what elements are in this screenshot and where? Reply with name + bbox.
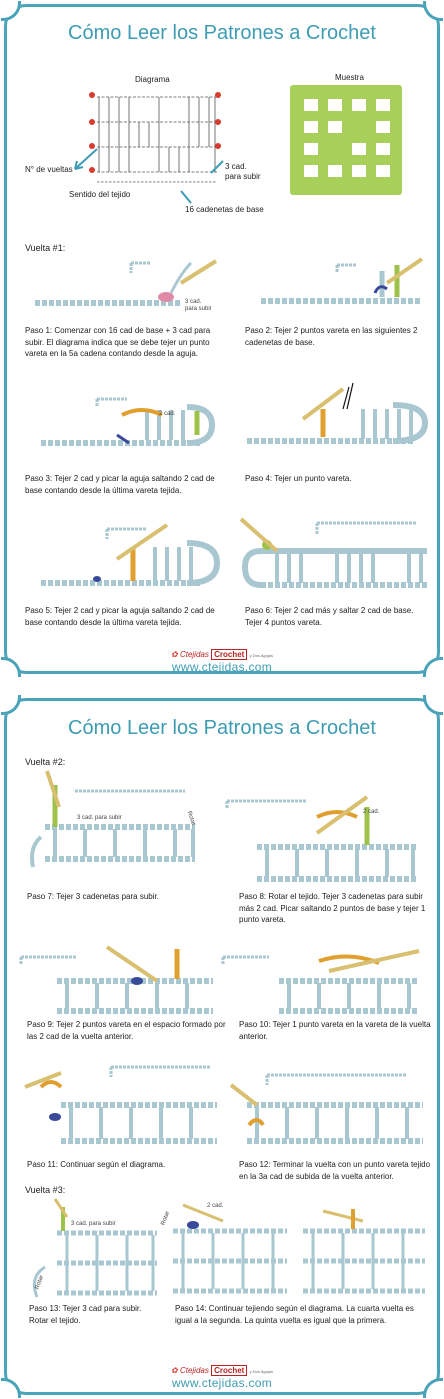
stitch-diagram [87, 87, 227, 195]
step-7-text: Paso 7: Tejer 3 cadenetas para subir. [27, 892, 159, 901]
round3-label: Vuelta #3: [25, 1185, 66, 1195]
round-label: Vuelta #1: [25, 243, 66, 253]
step-11-text: Paso 11: Continuar según el diagrama. [27, 1160, 166, 1169]
brand-url[interactable]: www.ctejidas.com [171, 660, 273, 674]
brand-logo: ✿ Ctejidas Crochet y Dos Agujas [171, 650, 273, 659]
up-note: 3 cad. para subir [77, 815, 122, 821]
up-note-round3: 3 cad. para subir [71, 1221, 116, 1227]
step2-figure [257, 253, 427, 313]
sample-label: Muestra [335, 73, 364, 82]
step12-figure [227, 1065, 427, 1151]
frame-corner [423, 695, 443, 715]
rotate-label-round3: Rotar [34, 1274, 46, 1291]
flower-icon: ✿ [171, 1366, 178, 1375]
step-8-text: Paso 8: Rotar el tejido. Tejer 3 cadenetas para subir más 2 cad. Picar saltando 2 puntos de base y tejer 1 punto vareta. [239, 892, 426, 925]
step4-figure [243, 379, 433, 459]
step1-note: 3 cad. para subir [185, 299, 212, 313]
brand-logo: ✿ Ctejidas Crochet y Dos Agujas [171, 1366, 273, 1375]
brand-block[interactable] [7, 649, 437, 674]
row-marker-icon [215, 92, 221, 98]
step-12-text: Paso 12: Terminar la vuelta con un punto vareta tejido en la 3a cad de subida de la vuelta anterior. [239, 1160, 431, 1181]
step5-figure [37, 519, 227, 599]
base-arrow-icon [177, 187, 197, 207]
step11-figure [21, 1057, 221, 1149]
row-marker-icon [215, 143, 221, 149]
step-3-text: Paso 3: Tejer 2 cad y picar la aguja saltando 2 cad de base contando desde la última vareta tejida. [25, 474, 215, 495]
step9-figure [17, 941, 217, 1017]
step3-figure [37, 385, 217, 457]
frame-corner [1, 695, 21, 715]
step-5-text: Paso 5: Tejer 2 cad y picar la aguja saltando 2 cad de base contando desde la última vareta tejida. [25, 606, 215, 627]
step-6-text: Paso 6: Tejer 2 cad más y saltar 2 cad de base. Tejer 4 puntos vareta. [245, 606, 414, 627]
frame-corner [423, 1, 443, 21]
base-label: 16 cadenetas de base [185, 205, 264, 214]
step10-figure [219, 941, 425, 1017]
sample-mesh-image [298, 93, 394, 187]
up-label: 3 cad. para subir [225, 162, 261, 181]
flower-icon: ✿ [171, 650, 178, 659]
rows-label: N° de vueltas [25, 165, 73, 174]
row-marker-icon [215, 119, 221, 125]
direction-label: Sentido del tejido [69, 190, 131, 199]
step-1-text: Paso 1: Comenzar con 16 cad de base + 3 cad para subir. El diagrama indica que se debe tejer un punto vareta en la 5a cadena contando desde la aguja. [25, 326, 211, 359]
step-4-text: Paso 4: Tejer un punto vareta. [245, 474, 352, 483]
step-2-text: Paso 2: Tejer 2 puntos vareta en las siguientes 2 cadenetas de base. [245, 326, 418, 347]
panel-bottom [4, 698, 440, 1395]
brand-url[interactable]: www.ctejidas.com [171, 1376, 273, 1390]
row-marker-icon [89, 92, 95, 98]
step-10-text: Paso 10: Tejer 1 punto vareta en la vareta de la vuelta anterior. [239, 1020, 431, 1041]
two-cad-note: 2 cad. [363, 809, 380, 815]
panel-top [4, 4, 440, 674]
rotate-label: Rotar [185, 810, 197, 827]
up-arrow-icon [207, 157, 227, 177]
page-title: Cómo Leer los Patrones a Crochet [68, 717, 376, 739]
sample-swatch [290, 85, 402, 195]
page-title: Cómo Leer los Patrones a Crochet [68, 22, 376, 44]
step6-figure [237, 511, 433, 601]
step3-note: 2 cad. [159, 411, 176, 417]
step-14-text: Paso 14: Continuar tejiendo según el diagrama. La cuarta vuelta es igual a la segunda. La quinta vuelta es igual que la primera. [175, 1304, 414, 1325]
frame-corner [1, 1, 21, 21]
rotate-label-round3b: Rotar [160, 1210, 172, 1227]
step-9-text: Paso 9: Tejer 2 puntos vareta en el espacio formado por las 2 cad de la vuelta anterior. [27, 1020, 226, 1041]
two-cad-note-round3: 2 cad. [207, 1203, 224, 1209]
round2-label: Vuelta #2: [25, 757, 66, 767]
rows-arrow-icon [67, 145, 107, 175]
brand-block[interactable] [7, 1365, 437, 1390]
step8-figure [217, 787, 427, 887]
diagram-label: Diagrama [135, 75, 170, 84]
row-marker-icon [89, 119, 95, 125]
step-13-text: Paso 13: Tejer 3 cad para subir. Rotar el tejido. [29, 1304, 142, 1325]
step14-figure [163, 1191, 429, 1299]
step13-figure [27, 1197, 161, 1301]
